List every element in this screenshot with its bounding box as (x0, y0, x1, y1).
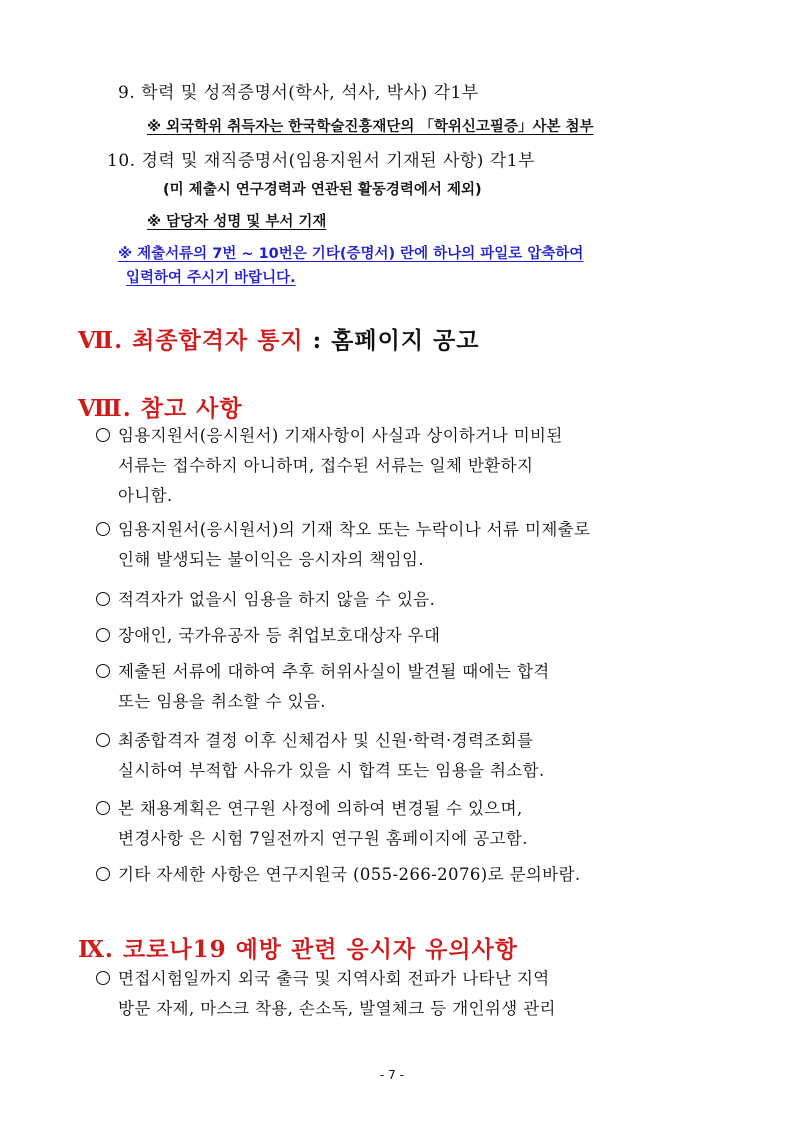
career-exclusion-note: (미 제출시 연구경력과 연관된 활동경력에서 제외) (163, 182, 482, 198)
section-8-bullet: 제출된 서류에 대하여 추후 허위사실이 발견될 때에는 합격 또는 임용을 취소할 수 있음. (96, 657, 550, 717)
section-8-heading (78, 390, 243, 423)
section-7-heading (78, 322, 479, 355)
circle-bullet-icon (96, 664, 110, 678)
section-8-title: 참고 사항 (140, 395, 243, 422)
section-8-bullet: 장애인, 국가유공자 등 취업보호대상자 우대 (96, 621, 440, 651)
manager-note: ※ 담당자 성명 및 부서 기재 (147, 214, 327, 230)
section-8-bullet: 기타 자세한 사항은 연구지원국 (055-266-2076)로 문의바람. (96, 860, 581, 890)
section-7-suffix: : 홈페이지 공고 (303, 327, 480, 354)
circle-bullet-icon (96, 628, 110, 642)
circle-bullet-icon (96, 801, 110, 815)
section-9-numeral: Ⅸ. (78, 936, 114, 963)
circle-bullet-icon (96, 733, 110, 747)
circle-bullet-icon (96, 592, 110, 606)
circle-bullet-icon (96, 867, 110, 881)
section-8-bullet: 최종합격자 결정 이후 신체검사 및 신원·학력·경력조회를 실시하여 부적합 사유가 있을 시 합격 또는 임용을 취소함. (96, 726, 545, 786)
doc-item-10: 10. 경력 및 재직증명서(임용지원서 기재된 사항) 각1부 (107, 151, 535, 171)
foreign-degree-note: ※ 외국학위 취득자는 한국학술진흥재단의 「학위신고필증」사본 첨부 (147, 119, 594, 135)
page-number: - 7 - (380, 1068, 404, 1082)
circle-bullet-icon (96, 428, 110, 442)
section-9-heading (78, 931, 518, 964)
section-8-bullet: 임용지원서(응시원서)의 기재 착오 또는 누락이나 서류 미제출로 인해 발생되는 불이익은 응시자의 책임임. (96, 515, 590, 575)
circle-bullet-icon (96, 522, 110, 536)
section-8-bullet: 본 채용계획은 연구원 사정에 의하여 변경될 수 있으며, 변경사항 은 시험 7일전까지 연구원 홈페이지에 공고함. (96, 794, 528, 854)
section-7-numeral: Ⅶ. (78, 327, 124, 354)
submission-note-line1: ※ 제출서류의 7번 ~ 10번은 기타(증명서) 란에 하나의 파일로 압축하여 (118, 246, 584, 262)
circle-bullet-icon (96, 971, 110, 985)
section-9-title: 코로나19 예방 관련 응시자 유의사항 (122, 936, 519, 963)
submission-note-line2: 입력하여 주시기 바랍니다. (126, 270, 296, 286)
section-8-bullet: 임용지원서(응시원서) 기재사항이 사실과 상이하거나 미비된 서류는 접수하지 아니하며, 접수된 서류는 일체 반환하지 아니함. (96, 421, 563, 511)
section-9-bullet: 면접시험일까지 외국 출극 및 지역사회 전파가 나타난 지역 방문 자제, 마스크 착용, 손소독, 발열체크 등 개인위생 관리 (96, 964, 556, 1024)
section-8-numeral: Ⅷ. (78, 395, 132, 422)
section-7-title: 최종합격자 통지 (132, 327, 304, 354)
section-8-bullet: 적격자가 없을시 임용을 하지 않을 수 있음. (96, 585, 435, 615)
doc-item-9: 9. 학력 및 성적증명서(학사, 석사, 박사) 각1부 (118, 83, 479, 103)
